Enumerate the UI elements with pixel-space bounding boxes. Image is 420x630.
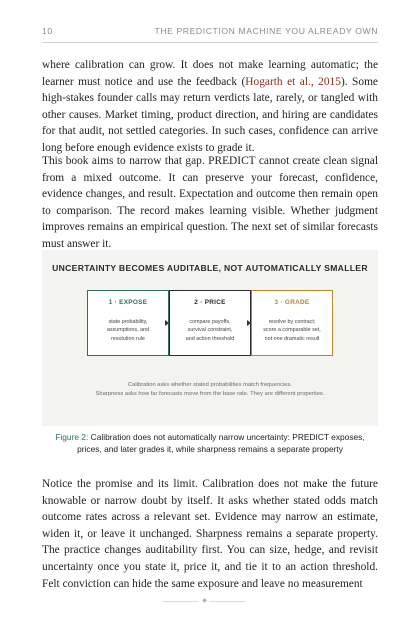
stage-price-description	[174, 318, 246, 343]
stage-price-line-2: survival constraint,	[187, 327, 233, 334]
footer-ornament-icon: ◆	[202, 597, 207, 604]
stage-price-line-1: compare payoffs,	[189, 319, 231, 325]
running-header	[42, 22, 378, 43]
figure-2-diagram	[42, 250, 378, 426]
stage-price-label: 2 · PRICE	[194, 299, 226, 306]
footer-rule-right	[209, 601, 245, 602]
stage-expose-description	[92, 318, 164, 343]
paragraph-1-text-a: where calibration can grow. It does not make learning automatic; the learner must notice and use the feedback (	[42, 59, 378, 88]
footer-rule-left	[163, 601, 199, 602]
stage-grade-box	[251, 290, 333, 356]
figure-caption-text: Calibration does not automatically narrow uncertainty: PREDICT exposes, prices, and later grades it, while sharpness remains a separate property	[77, 432, 365, 454]
paragraph-1-text-b: ). Some high-stakes founder calls may return verdicts late, rarely, or tangled with other causes. Market timing, product direction, and hiring are candidates for that audit, not settled categories. In such cases, confidence can arrive long before enough evidence exists to grade it.	[42, 75, 378, 154]
paragraph-2: This book aims to narrow that gap. PREDICT cannot create clean signal from a mixed outcome. It can preserve your forecast, confidence, evidence changes, and result. Expectation and outcome then remain open to comparison. The record makes learning visible. Whether judgment improves remains an empirical question. The next set of similar forecasts must answer it.	[42, 155, 378, 250]
figure-note	[42, 381, 378, 399]
figure-title: UNCERTAINTY BECOMES AUDITABLE, NOT AUTOMATICALLY SMALLER	[52, 263, 368, 273]
page-number: 10	[42, 26, 53, 36]
figure-caption-label: Figure 2:	[55, 432, 89, 442]
paragraph-3: Notice the promise and its limit. Calibration does not make the future knowable or narrow doubt by itself. It asks whether stated odds match outcome rates across a relevant set. Evidence may narrow an estimate, widen it, or leave it unchanged. Sharpness remains a separate property. The practice changes auditability first. You can size, hedge, and revisit uncertainty once you state it, price it, and tie it to an action threshold. Felt conviction can hide the same exposure and leave no measurement	[42, 478, 378, 590]
figure-note-line-1: Calibration asks whether stated probabilities match frequencies.	[127, 382, 292, 388]
stage-grade-line-3: not one dramatic result	[264, 335, 320, 342]
citation-link[interactable]: Hogarth et al., 2015	[245, 75, 341, 88]
stage-expose-label: 1 · EXPOSE	[108, 299, 148, 306]
stage-price-box	[169, 290, 251, 356]
stage-grade-line-2: score a comparable set,	[263, 327, 321, 334]
figure-caption	[42, 432, 378, 455]
stage-expose-line-2: assumptions, and	[106, 327, 150, 334]
stage-grade-label: 3 · GRADE	[274, 299, 310, 306]
stage-expose-line-1: state probability,	[108, 319, 148, 325]
stage-grade-line-1: resolve by contract;	[268, 319, 316, 325]
paragraph-1	[42, 57, 378, 157]
running-title: THE PREDICTION MACHINE YOU ALREADY OWN	[154, 26, 378, 36]
stage-expose-box	[87, 290, 169, 356]
stage-expose-line-3: resolution rule	[111, 335, 145, 342]
figure-note-line-2: Sharpness asks how far forecasts move from the base rate. They are different properties.	[95, 391, 325, 397]
stage-grade-description	[256, 318, 328, 343]
stage-price-line-3: and action threshold	[185, 335, 235, 342]
